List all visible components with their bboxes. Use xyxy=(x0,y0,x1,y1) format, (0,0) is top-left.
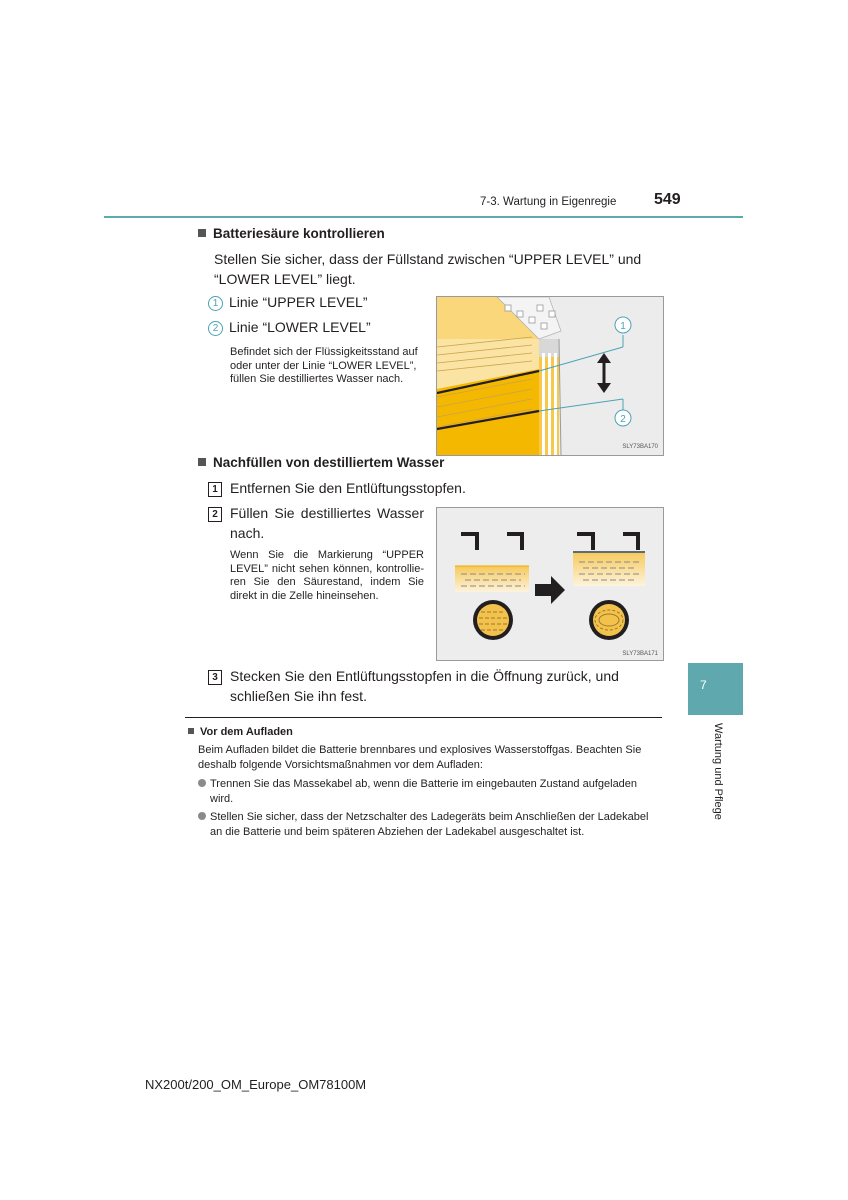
chapter-tab xyxy=(688,663,743,715)
caution-bullet-1 xyxy=(198,777,662,805)
footer-doc-code: NX200t/200_OM_Europe_OM78100M xyxy=(145,1077,367,1092)
callout-label: Linie “UPPER LEVEL” xyxy=(229,294,368,310)
note-square-icon xyxy=(188,728,194,734)
running-header-section: 7-3. Wartung in Eigenregie xyxy=(480,196,617,208)
note-divider xyxy=(185,717,662,718)
chapter-title: Wartung und Pflege xyxy=(712,723,724,820)
step-number-2: 2 xyxy=(208,507,222,522)
callout-item-lower xyxy=(208,317,371,337)
caution-heading-text: Vor dem Aufladen xyxy=(200,726,293,738)
refill-step-2 xyxy=(208,503,424,541)
step-text: Entfernen Sie den Entlüftungsstopfen. xyxy=(230,480,466,496)
refill-step-2-note: Wenn Sie die Markierung “UPPER LEVEL” nicht sehen können, kontrollie-ren Sie den Säurestand, indem Sie direkt in die Zelle hineinsehen. xyxy=(230,549,424,602)
section-heading-battery-check xyxy=(198,226,385,241)
caution-intro: Beim Aufladen bildet die Batterie brennbares und explosives Wasserstoffgas. Beachten Sie deshalb folgende Vorsichtsmaßnahmen vor dem Aufladen: xyxy=(198,744,642,771)
refill-figure xyxy=(436,507,664,661)
caution-bullet-2 xyxy=(198,810,662,838)
heading-square-icon xyxy=(198,229,206,237)
bullet-text: Stellen Sie sicher, dass der Netzschalter des Ladegeräts beim Anschließen der Ladekabel an die Batterie und beim späteren Abziehen der Ladekabel ausgeschaltet ist. xyxy=(210,811,649,838)
battery-check-intro: Stellen Sie sicher, dass der Füllstand zwischen “UPPER LEVEL” und “LOWER LEVEL” liegt. xyxy=(214,251,642,287)
refill-step-1 xyxy=(208,478,466,498)
figure-code: SLY73BA170 xyxy=(622,444,658,450)
header-divider xyxy=(104,216,743,218)
figure-callout-2: 2 xyxy=(620,414,626,425)
bullet-text: Trennen Sie das Massekabel ab, wenn die Batterie im eingebauten Zustand aufgeladen wird. xyxy=(210,778,638,805)
section-heading-refill xyxy=(198,455,444,470)
battery-level-figure xyxy=(436,296,664,456)
refill-step-3 xyxy=(208,666,662,704)
figure-code: SLY73BA171 xyxy=(622,651,658,657)
heading-text: Nachfüllen von destilliertem Wasser xyxy=(213,455,445,470)
callout-label: Linie “LOWER LEVEL” xyxy=(229,319,371,335)
callout-number-1: 1 xyxy=(208,296,223,311)
step-number-3: 3 xyxy=(208,670,222,685)
page-number: 549 xyxy=(654,191,681,208)
step-text: Stecken Sie den Entlüftungsstopfen in die Öffnung zurück, und schließen Sie ihn fest. xyxy=(230,668,619,704)
caution-heading xyxy=(188,726,293,738)
step-text: Füllen Sie destilliertes Wasser nach. xyxy=(230,505,424,541)
refill-illustration xyxy=(437,508,663,660)
figure-callout-1: 1 xyxy=(620,321,626,332)
chapter-number: 7 xyxy=(700,678,707,692)
heading-text: Batteriesäure kontrollieren xyxy=(213,226,385,241)
step-number-1: 1 xyxy=(208,482,222,497)
bullet-dot-icon xyxy=(198,812,206,820)
callout-item-upper xyxy=(208,292,368,312)
battery-level-illustration xyxy=(437,297,663,455)
battery-check-note: Befindet sich der Flüssigkeitsstand auf oder unter der Linie “LOWER LEVEL”, füllen Sie destilliertes Wasser nach. xyxy=(230,346,418,385)
heading-square-icon xyxy=(198,458,206,466)
bullet-dot-icon xyxy=(198,779,206,787)
callout-number-2: 2 xyxy=(208,321,223,336)
